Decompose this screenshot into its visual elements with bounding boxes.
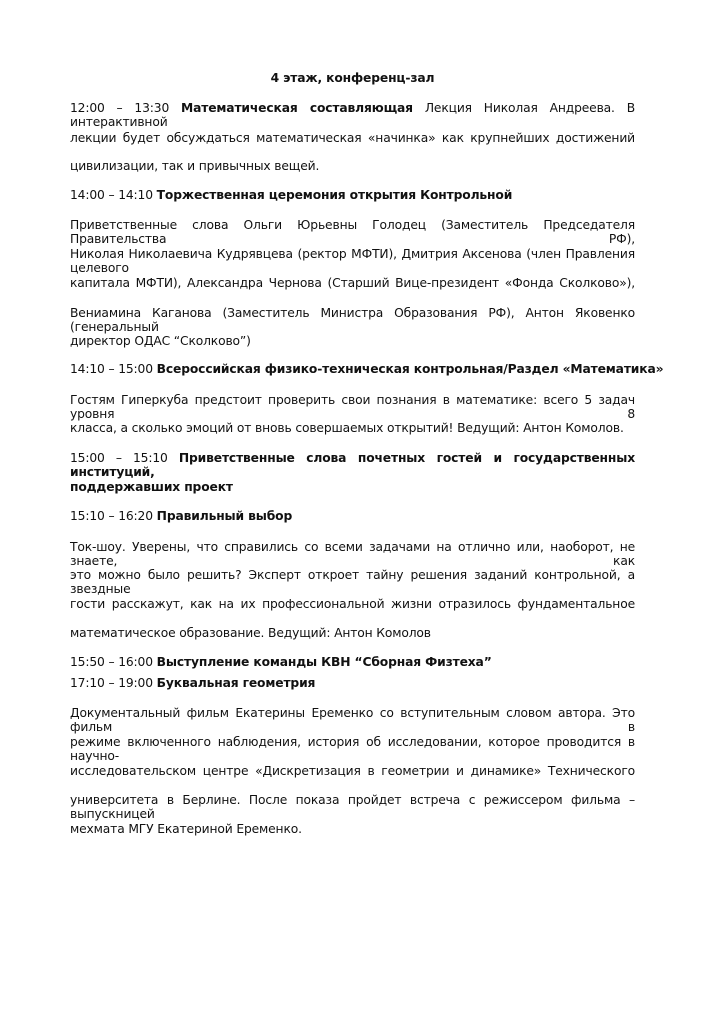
event-description-line: мехмата МГУ Екатериной Еременко.: [70, 822, 302, 836]
event-description-line: исследовательском центре «Дискретизация в геометрии и динамике» Технического: [70, 764, 635, 778]
event-lead-text: Лекция Николая Андреева. В интерактивной: [70, 101, 635, 129]
event-header-line: [70, 451, 635, 479]
event-time: 12:00 – 13:30: [70, 101, 170, 115]
event-time: 15:00 – 15:10: [70, 451, 168, 465]
event-description-line: директор ОДАС “Сколково”): [70, 334, 251, 348]
event-title: Торжественная церемония открытия Контрольной: [156, 188, 513, 202]
event-header-line: [70, 509, 292, 523]
event-description-line: лекции будет обсуждаться математическая «начинка» как крупнейших достижений: [70, 131, 635, 145]
event-description-line: Ток-шоу. Уверены, что справились со всеми задачами на отлично или, наоборот, не знаете, как: [70, 540, 635, 568]
event-time: 15:10 – 16:20: [70, 509, 153, 523]
event-time: 17:10 – 19:00: [70, 676, 153, 690]
event-description-line: Гостям Гиперкуба предстоит проверить свои познания в математике: всего 5 задач уровня 8: [70, 393, 635, 421]
event-description-line: гости расскажут, как на их профессиональной жизни отразилось фундаментальное: [70, 597, 635, 611]
event-title: Буквальная геометрия: [156, 676, 316, 690]
event-header-line: [70, 655, 492, 669]
event-title: Приветственные слова почетных гостей и государственных институций,: [70, 451, 636, 479]
event-time: 14:00 – 14:10: [70, 188, 153, 202]
event-description-line: Вениамина Каганова (Заместитель Министра Образования РФ), Антон Яковенко (генеральный: [70, 306, 635, 334]
event-description-line: математическое образование. Ведущий: Антон Комолов: [70, 626, 431, 640]
event-title: Математическая составляющая: [181, 101, 413, 115]
event-description-line: это можно было решить? Эксперт откроет тайну решения заданий контрольной, а звездные: [70, 568, 635, 596]
event-header-line: [70, 362, 663, 376]
event-header-line: [70, 101, 635, 129]
event-time: 15:50 – 16:00: [70, 655, 153, 669]
event-description-line: класса, а сколько эмоций от вновь совершаемых открытий! Ведущий: Антон Комолов.: [70, 421, 624, 435]
event-description-line: Приветственные слова Ольги Юрьевны Голодец (Заместитель Председателя Правительства РФ),: [70, 218, 635, 246]
event-title: поддержавших проект: [70, 480, 233, 494]
event-time: 14:10 – 15:00: [70, 362, 153, 376]
event-description-line: Николая Николаевича Кудрявцева (ректор МФТИ), Дмитрия Аксенова (член Правления целевого: [70, 247, 635, 275]
event-header-line: [70, 676, 315, 690]
event-header-line: [70, 188, 512, 202]
event-description-line: режиме включенного наблюдения, история об исследовании, которое проводится в научно-: [70, 735, 635, 763]
event-title: Всероссийская физико-техническая контрольная/Раздел «Математика»: [156, 362, 664, 376]
page-heading: 4 этаж, конференц-зал: [270, 71, 435, 85]
event-description-line: капитала МФТИ), Александра Чернова (Старший Вице-президент «Фонда Сколково»),: [70, 276, 635, 290]
event-description-line: университета в Берлине. После показа пройдет встреча с режиссером фильма – выпускницей: [70, 793, 635, 821]
event-description-line: цивилизации, так и привычных вещей.: [70, 159, 320, 173]
event-description-line: Документальный фильм Екатерины Еременко со вступительным словом автора. Это фильм в: [70, 706, 635, 734]
event-title: Правильный выбор: [156, 509, 293, 523]
event-title-continuation: [70, 480, 233, 494]
event-title: Выступление команды КВН “Сборная Физтеха”: [156, 655, 492, 669]
